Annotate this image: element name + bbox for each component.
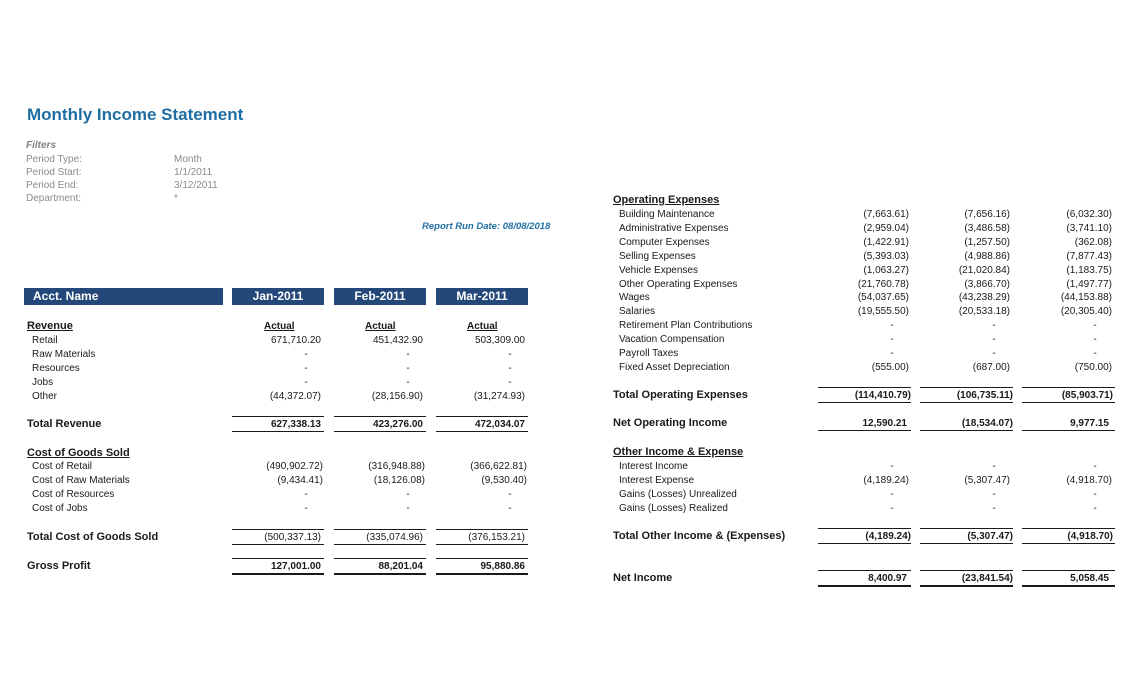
row-label: Cost of Jobs: [32, 503, 88, 514]
row-value: (362.08): [1074, 236, 1112, 248]
section-heading-revenue: Revenue: [27, 320, 73, 332]
gross-profit-underline: [334, 573, 426, 575]
section-heading-opex: Operating Expenses: [613, 194, 720, 206]
total-cogs-label: Total Cost of Goods Sold: [27, 531, 159, 543]
net-income-rule: [1022, 570, 1115, 571]
gross-profit-rule: [334, 558, 426, 559]
row-value: (7,656.16): [964, 209, 1010, 220]
row-label: Cost of Resources: [32, 489, 115, 500]
row-value: (316,948.88): [368, 461, 425, 472]
row-value: -: [304, 489, 308, 500]
total-revenue-jan: 627,338.13: [270, 419, 321, 430]
row-value: -: [304, 377, 308, 388]
row-value: -: [508, 489, 512, 500]
gross-profit-underline: [436, 573, 528, 575]
row-value: (1,183.75): [1066, 264, 1112, 276]
row-value: (54,037.65): [857, 292, 909, 304]
row-value: (490,902.72): [266, 461, 323, 472]
total-revenue-underline: [436, 431, 528, 432]
total-cogs-underline: [334, 544, 426, 545]
total-opex-mar: (85,903.71): [1061, 390, 1113, 401]
actual-label-mar: Actual: [467, 321, 498, 332]
row-label: Salaries: [619, 306, 656, 318]
row-value: (555.00): [871, 361, 909, 373]
row-value: (3,866.70): [964, 278, 1010, 290]
row-label: Administrative Expenses: [619, 222, 729, 234]
filter-value-department: *: [174, 193, 178, 204]
row-value: -: [304, 503, 308, 514]
row-value: (9,434.41): [277, 475, 323, 486]
filter-value-period-type: Month: [174, 154, 202, 165]
row-value: -: [1093, 503, 1097, 514]
row-value: (1,257.50): [964, 236, 1010, 248]
row-value: (6,032.30): [1066, 209, 1112, 220]
filter-value-period-end: 3/12/2011: [174, 180, 218, 191]
row-value: -: [304, 363, 308, 374]
total-cogs-underline: [232, 544, 324, 545]
gross-profit-jan: 127,001.00: [270, 561, 321, 572]
total-opex-rule: [1022, 387, 1115, 388]
row-label: Raw Materials: [32, 349, 96, 360]
net-operating-income-feb: (18,534.07): [961, 418, 1013, 429]
row-value: -: [508, 363, 512, 374]
total-revenue-rule: [232, 416, 324, 417]
row-value: (4,988.86): [964, 250, 1010, 262]
row-value: -: [890, 489, 894, 500]
row-value: -: [406, 503, 410, 514]
total-cogs-feb: (335,074.96): [366, 532, 423, 543]
net-operating-income-label: Net Operating Income: [613, 417, 728, 429]
actual-label-jan: Actual: [264, 321, 295, 332]
row-value: (3,486.58): [964, 222, 1010, 234]
net-income-rule: [920, 570, 1013, 571]
row-value: -: [992, 334, 996, 346]
row-label: Payroll Taxes: [619, 348, 679, 359]
net-operating-income-underline: [1022, 430, 1115, 431]
net-income-jan: 8,400.97: [868, 573, 907, 584]
total-cogs-rule: [436, 529, 528, 530]
total-other-underline: [920, 543, 1013, 544]
total-revenue-feb: 423,276.00: [372, 419, 423, 430]
acct-name-header: Acct. Name: [24, 288, 223, 305]
row-label: Selling Expenses: [619, 250, 696, 262]
row-value: (20,533.18): [958, 306, 1010, 318]
total-revenue-underline: [232, 431, 324, 432]
row-value: (21,020.84): [958, 264, 1010, 276]
row-label: Cost of Raw Materials: [32, 475, 130, 486]
total-cogs-rule: [232, 529, 324, 530]
row-value: -: [890, 348, 894, 359]
row-value: (44,153.88): [1060, 292, 1112, 304]
total-opex-jan: (114,410.79): [854, 390, 911, 401]
total-other-underline: [1022, 543, 1115, 544]
net-income-label: Net Income: [613, 572, 673, 584]
filters-heading: Filters: [26, 140, 57, 151]
filter-label-department: Department:: [26, 193, 82, 204]
row-value: 503,309.00: [474, 335, 525, 346]
row-value: -: [992, 320, 996, 332]
row-label: Gains (Losses) Unrealized: [619, 489, 737, 500]
page-title: Monthly Income Statement: [27, 105, 244, 124]
row-label: Retirement Plan Contributions: [619, 320, 753, 332]
total-other-label: Total Other Income & (Expenses): [613, 530, 786, 542]
row-value: -: [890, 461, 894, 472]
total-cogs-rule: [334, 529, 426, 530]
total-other-rule: [1022, 528, 1115, 529]
row-value: (1,063.27): [863, 264, 909, 276]
row-label: Wages: [619, 292, 650, 304]
total-opex-feb: (106,735.11): [956, 390, 1013, 401]
row-value: -: [890, 320, 894, 332]
net-income-underline: [920, 585, 1013, 587]
total-opex-underline: [920, 402, 1013, 403]
row-label: Interest Income: [619, 461, 688, 472]
total-revenue-label: Total Revenue: [27, 418, 102, 430]
row-value: -: [304, 349, 308, 360]
row-value: -: [406, 489, 410, 500]
row-label: Retail: [32, 335, 58, 346]
net-income-mar: 5,058.45: [1070, 573, 1109, 584]
row-value: (18,126.08): [373, 475, 425, 486]
row-value: -: [1093, 489, 1097, 500]
total-other-rule: [920, 528, 1013, 529]
row-value: (4,918.70): [1066, 475, 1112, 486]
gross-profit-mar: 95,880.86: [480, 561, 525, 572]
row-value: (4,189.24): [863, 475, 909, 486]
actual-label-feb: Actual: [365, 321, 396, 332]
row-value: (20,305.40): [1060, 306, 1112, 318]
row-label: Other: [32, 391, 58, 402]
row-value: -: [992, 489, 996, 500]
total-opex-underline: [818, 402, 911, 403]
row-value: (5,307.47): [964, 475, 1010, 486]
row-label: Vehicle Expenses: [619, 264, 698, 276]
row-value: -: [406, 349, 410, 360]
row-value: (21,760.78): [857, 278, 909, 290]
month-header-jan: Jan-2011: [232, 288, 324, 305]
section-heading-cogs: Cost of Goods Sold: [27, 447, 130, 459]
row-value: (28,156.90): [371, 391, 423, 402]
row-label: Resources: [32, 363, 80, 374]
row-value: -: [508, 349, 512, 360]
total-other-underline: [818, 543, 911, 544]
net-operating-income-mar: 9,977.15: [1070, 418, 1109, 429]
filter-value-period-start: 1/1/2011: [174, 167, 213, 178]
total-opex-rule: [818, 387, 911, 388]
row-value: -: [890, 503, 894, 514]
report-run-date: Report Run Date: 08/08/2018: [422, 221, 551, 232]
filter-label-period-type: Period Type:: [26, 154, 82, 165]
net-income-rule: [818, 570, 911, 571]
row-value: (19,555.50): [857, 306, 909, 318]
row-value: -: [992, 503, 996, 514]
row-label: Fixed Asset Depreciation: [619, 361, 730, 373]
row-value: (7,663.61): [863, 209, 909, 220]
row-value: -: [890, 334, 894, 346]
row-value: (9,530.40): [481, 475, 527, 486]
row-label: Gains (Losses) Realized: [619, 503, 728, 514]
total-revenue-rule: [334, 416, 426, 417]
row-value: -: [1093, 320, 1097, 332]
total-cogs-underline: [436, 544, 528, 545]
net-operating-income-underline: [920, 430, 1013, 431]
total-revenue-mar: 472,034.07: [474, 419, 525, 430]
row-value: -: [1093, 348, 1097, 359]
row-value: (44,372.07): [269, 391, 321, 402]
total-other-jan: (4,189.24): [865, 531, 911, 542]
row-value: -: [406, 363, 410, 374]
total-opex-label: Total Operating Expenses: [613, 389, 748, 401]
row-value: -: [508, 377, 512, 388]
row-label: Cost of Retail: [32, 461, 93, 472]
gross-profit-rule: [232, 558, 324, 559]
row-value: (43,238.29): [958, 292, 1010, 304]
total-opex-underline: [1022, 402, 1115, 403]
gross-profit-underline: [232, 573, 324, 575]
row-value: (5,393.03): [863, 250, 909, 262]
net-income-feb: (23,841.54): [961, 573, 1013, 584]
row-value: -: [992, 348, 996, 359]
gross-profit-label: Gross Profit: [27, 560, 91, 572]
net-operating-income-underline: [818, 430, 911, 431]
row-value: 451,432.90: [372, 335, 423, 346]
total-opex-rule: [920, 387, 1013, 388]
net-income-underline: [1022, 585, 1115, 587]
row-value: (1,422.91): [863, 236, 909, 248]
row-value: (2,959.04): [863, 222, 909, 234]
month-header-feb: Feb-2011: [334, 288, 426, 305]
row-label: Interest Expense: [619, 475, 695, 486]
gross-profit-rule: [436, 558, 528, 559]
row-value: -: [1093, 461, 1097, 472]
row-value: (687.00): [972, 361, 1010, 373]
row-value: (750.00): [1074, 361, 1112, 373]
month-header-mar: Mar-2011: [436, 288, 528, 305]
row-value: (1,497.77): [1066, 278, 1112, 290]
total-cogs-mar: (376,153.21): [468, 532, 525, 543]
row-value: 671,710.20: [270, 335, 321, 346]
total-other-feb: (5,307.47): [967, 531, 1013, 542]
total-cogs-jan: (500,337.13): [264, 532, 321, 543]
row-label: Other Operating Expenses: [619, 278, 738, 290]
filter-label-period-end: Period End:: [26, 180, 79, 191]
row-label: Vacation Compensation: [619, 334, 725, 346]
row-value: (366,622.81): [470, 461, 527, 472]
net-operating-income-jan: 12,590.21: [862, 418, 907, 429]
filter-label-period-start: Period Start:: [26, 167, 82, 178]
row-value: (31,274.93): [473, 391, 525, 402]
row-value: -: [992, 461, 996, 472]
row-value: (3,741.10): [1066, 222, 1112, 234]
row-label: Building Maintenance: [619, 209, 715, 220]
row-value: -: [1093, 334, 1097, 346]
total-revenue-rule: [436, 416, 528, 417]
section-heading-other-income: Other Income & Expense: [613, 446, 744, 458]
total-revenue-underline: [334, 431, 426, 432]
gross-profit-feb: 88,201.04: [378, 561, 423, 572]
total-other-rule: [818, 528, 911, 529]
net-income-underline: [818, 585, 911, 587]
row-value: -: [508, 503, 512, 514]
row-value: (7,877.43): [1066, 250, 1112, 262]
row-value: -: [406, 377, 410, 388]
row-label: Computer Expenses: [619, 236, 710, 248]
row-label: Jobs: [32, 377, 54, 388]
total-other-mar: (4,918.70): [1067, 531, 1113, 542]
